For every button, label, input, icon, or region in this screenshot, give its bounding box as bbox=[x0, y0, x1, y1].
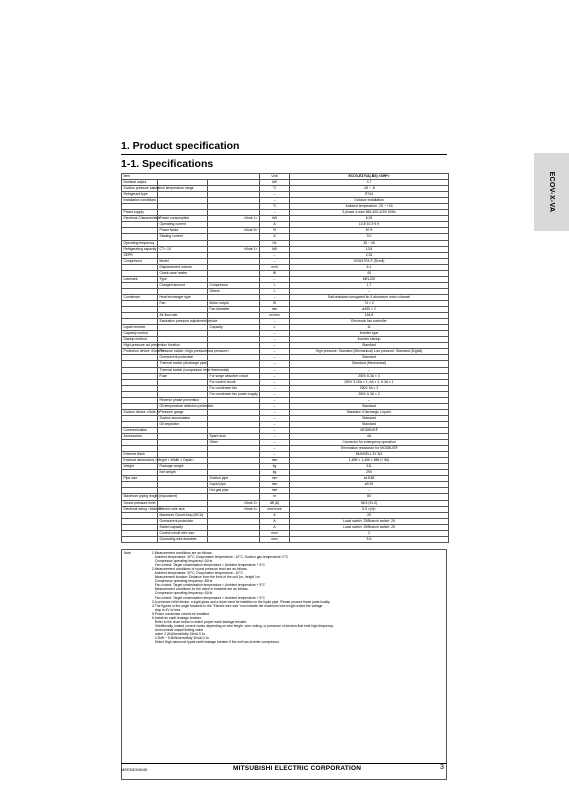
detail-label: Others bbox=[208, 288, 260, 294]
value-cell: 56.5 (51.0) bbox=[290, 500, 449, 506]
unit-cell: mm bbox=[260, 476, 290, 482]
value-cell: 2 bbox=[290, 530, 449, 536]
detail-label: For surge absorber circuit bbox=[208, 373, 260, 379]
value-cell: 250V 6.3A × 3 bbox=[290, 373, 449, 379]
page-number: 3 bbox=[440, 764, 444, 771]
sub-item-label: Control circuit wire size bbox=[158, 530, 208, 536]
unit-cell: – bbox=[260, 373, 290, 379]
sub-item-label: Suction accumulator bbox=[158, 415, 208, 421]
item-label: Sound pressure level bbox=[122, 500, 158, 506]
unit-cell: – bbox=[260, 385, 290, 391]
value-cell: Inverter startup bbox=[290, 337, 449, 343]
unit-cell: m³/h bbox=[260, 264, 290, 270]
value-cell: Termination resistance for MODBUS® bbox=[290, 446, 449, 452]
item-label: Condenser bbox=[122, 294, 158, 300]
detail-label: Hot gas pipe bbox=[208, 488, 260, 494]
value-cell: R744 bbox=[290, 192, 449, 198]
unit-cell: kg bbox=[260, 464, 290, 470]
detail-label: <Note 5> bbox=[208, 228, 260, 234]
unit-cell: m³/min bbox=[260, 313, 290, 319]
value-cell: 87.9 bbox=[290, 228, 449, 234]
unit-cell: – bbox=[260, 434, 290, 440]
value-cell: Standard <Discharge, Liquid> bbox=[290, 409, 449, 415]
unit-cell: – bbox=[260, 198, 290, 204]
value-cell: 6.29 bbox=[290, 216, 449, 222]
value-cell: 11 bbox=[290, 325, 449, 331]
unit-cell: – bbox=[260, 440, 290, 446]
unit-cell: kW bbox=[260, 246, 290, 252]
item-label: Electrical wiring <Note 6> bbox=[123, 506, 162, 511]
value-cell: – bbox=[290, 288, 449, 294]
item-label: Liquid receiver bbox=[122, 325, 158, 331]
value-cell: 250V 3.15A × 1, 6A × 2, 6.3A × 1 bbox=[290, 379, 449, 385]
sub-item-label: Oil separator bbox=[158, 421, 208, 427]
detail-label: For condenser fan bbox=[208, 385, 260, 391]
value-cell: Standard (Mechanical) bbox=[290, 361, 449, 367]
sub-item-label: Reverse phase prevention bbox=[158, 397, 208, 403]
item-label: Startup method bbox=[122, 337, 158, 343]
item-label: External dimensions <Height × Width × Depth> bbox=[123, 458, 195, 463]
unit-cell: mm bbox=[260, 488, 290, 494]
item-label: Lubricant bbox=[122, 276, 158, 282]
value-cell: 74 × 2 bbox=[290, 300, 449, 306]
value-cell: 5.5 ×(4)× bbox=[290, 506, 449, 512]
item-label: Nominal output bbox=[122, 180, 158, 186]
value-cell: – bbox=[290, 367, 449, 373]
detail-label: Liquid pipe bbox=[208, 482, 260, 488]
value-cell: 154.8 bbox=[290, 313, 449, 319]
item-label: Power supply bbox=[122, 210, 158, 216]
sub-item-label: Crank case heater bbox=[158, 270, 208, 276]
notes-text: 1.Measurement conditions are as follows. Ambient temperature: 32°C, Evaporation temperature: -10°C, Suction gas temperature: 0°C Compressor operating frequency: 61Hz Fan control: Target condensation temperature = Ambient temperature + 5°C 2.Measurement conditions of sound pressure level are as follows. Ambient temperature: 32°C, Evaporation temperature: -10°C Measurement location: Distance from the front of the unit 1m, height 1m Compressor operating frequency: 60Hz Fan control: Target condensation temperature = Ambient temperature + 5°C Measurement conditions for the value in brackets are as follows. Compressor operating frequency: 61Hz Fan control: Target condensation temperature = Ambient temperature + 5°C 3.A pressure relief device, a sight glass and a dryer must be installed on the liquid pipe. Please procure these parts locally. 4.The figures in the angle brackets in the "Electric wire size" row indicate the maximum wire length where the voltage drop is 4V or less. 5.Power condenser cannot be installed. 6.Install an earth leakage breaker. Refer to the chart below to select proper earth leakage breaker. *Additionally, leaked current varies depending on wire length, wire routing, or presence of devices that emit high-frequency. Unit nominal output/Setting value under 2.2kW/sensitivity 15mA 0.1s 2.2kW ~ 5.5kW/sensitivity 30mA 0.1s Select High-harmonic typed earth leakage breaker if the unit has inverter compressor. bbox=[152, 551, 334, 645]
detail-label: <Note 1> bbox=[208, 216, 260, 222]
unit-cell: m bbox=[260, 494, 290, 500]
value-cell: 250V 3A × 2 bbox=[290, 385, 449, 391]
value-cell: 35 ~ 45 bbox=[290, 240, 449, 246]
side-tab-label: ECOV-X-VA bbox=[548, 171, 555, 213]
value-cell: 290 bbox=[290, 470, 449, 476]
value-cell: 20 bbox=[290, 512, 449, 518]
unit-cell: mm² bbox=[260, 530, 290, 536]
unit-cell: – bbox=[260, 367, 290, 373]
value-cell: Ambient temperature -25 ~ +43 bbox=[290, 204, 449, 210]
unit-cell: – bbox=[260, 192, 290, 198]
unit-cell: – bbox=[260, 210, 290, 216]
value-cell: MODBUS® bbox=[290, 427, 449, 433]
sub-item-label: Thermal switch (compressor inner thermostat) bbox=[159, 367, 229, 372]
item-label: Pipe size bbox=[122, 476, 158, 482]
value-cell: 3.7 bbox=[290, 180, 449, 186]
value-cell: Electronic fan controller bbox=[290, 319, 449, 325]
unit-cell: mm bbox=[260, 482, 290, 488]
detail-label: Suction pipe bbox=[208, 476, 260, 482]
detail-label: <Note 4> bbox=[208, 506, 260, 512]
header-unit: Unit bbox=[260, 174, 290, 180]
unit-cell: – bbox=[260, 349, 290, 355]
unit-cell: A bbox=[260, 234, 290, 240]
sub-item-label: Saturation pressure adjustment device bbox=[159, 319, 218, 324]
notes-label: Note bbox=[124, 551, 131, 555]
value-cell: 250V 6.3A × 2 bbox=[290, 391, 449, 397]
sub-item-label: Air flow rate bbox=[158, 313, 208, 319]
value-cell: HXW17FA-F (Scroll) bbox=[290, 258, 449, 264]
sub-item-label: Package weight bbox=[158, 464, 208, 470]
sub-item-label: Oil temperature detection protection bbox=[159, 403, 214, 408]
value-cell: ø15.88 bbox=[290, 476, 449, 482]
sub-item-label: Maximum Circuit Amp (MCA) bbox=[158, 512, 208, 518]
value-cell: – bbox=[290, 488, 449, 494]
sub-item-label: Overcurrent protection bbox=[158, 355, 208, 361]
detail-label: <Note 2> bbox=[208, 500, 260, 506]
item-label: Refrigerant type bbox=[122, 192, 158, 198]
sub-item-label: Heat exchanger type bbox=[158, 294, 208, 300]
unit-cell: mm bbox=[260, 458, 290, 464]
value-cell: Standard bbox=[290, 355, 449, 361]
sub-item-label: Displacement volume bbox=[158, 264, 208, 270]
sub-item-label: Pressure switch <high-pressure/low pressure> bbox=[159, 349, 230, 354]
item-label: Suction device <Note 3> bbox=[123, 409, 161, 414]
value-cell: -28 ~ -8 bbox=[290, 186, 449, 192]
sub-item-label: Type bbox=[158, 276, 208, 282]
notes-box bbox=[121, 549, 447, 780]
detail-label: For control circuit bbox=[208, 379, 260, 385]
sub-item-label: Net weight bbox=[158, 470, 208, 476]
unit-cell: W bbox=[260, 300, 290, 306]
unit-cell: – bbox=[260, 337, 290, 343]
sub-item-label: Switch capacity bbox=[158, 524, 208, 530]
value-cell: Local switch: 25/Branch switch: 25 bbox=[290, 518, 449, 524]
section-title: 1. Product specification bbox=[121, 140, 240, 152]
unit-cell: – bbox=[260, 252, 290, 258]
detail-label: Capacity bbox=[208, 325, 260, 331]
value-cell: Standard bbox=[290, 421, 449, 427]
title-rule bbox=[121, 154, 447, 155]
value-cell: Standard bbox=[290, 343, 449, 349]
sub-item-label: Grounding wire diameter bbox=[158, 536, 208, 542]
unit-cell: – bbox=[260, 355, 290, 361]
side-tab bbox=[534, 153, 569, 231]
value-cell: Salt-resistant corrugated fin & aluminum micro channel bbox=[290, 294, 449, 300]
item-label: Suction pressure saturation temperature range bbox=[123, 186, 194, 191]
detail-label: Fan diameter bbox=[208, 307, 260, 313]
value-cell: – bbox=[290, 397, 449, 403]
sub-item-label: Charged amount bbox=[158, 282, 208, 288]
sub-item-label: Fan bbox=[158, 300, 208, 306]
item-label: High-pressure cut prevention function bbox=[123, 343, 180, 348]
item-label: Compressor bbox=[122, 258, 158, 264]
value-cell: 10.8·10.3·9.9 bbox=[290, 222, 449, 228]
sub-item-label: Overcurrent protection bbox=[158, 518, 208, 524]
unit-cell: – bbox=[260, 409, 290, 415]
unit-cell: kW bbox=[260, 216, 290, 222]
item-label: Accessories bbox=[122, 434, 158, 440]
value-cell: 6.1 bbox=[290, 264, 449, 270]
value-cell: Standard bbox=[290, 403, 449, 409]
value-cell: 80 bbox=[290, 494, 449, 500]
unit-cell: L bbox=[260, 282, 290, 288]
unit-cell: L bbox=[260, 325, 290, 331]
unit-cell: °C bbox=[260, 186, 290, 192]
value-cell: 3.0 bbox=[290, 234, 449, 240]
unit-cell: kg bbox=[260, 470, 290, 476]
spec-table bbox=[121, 173, 449, 543]
value-cell: High pressure: Standard (Mechanical) Low pressure: Standard (Digital) bbox=[290, 349, 449, 355]
unit-cell: mm²/core bbox=[260, 506, 290, 512]
value-cell: 5.5 bbox=[290, 536, 449, 542]
value-cell: 1,695 × 1,450 × 586 (+ 56) bbox=[290, 458, 449, 464]
unit-cell: – bbox=[260, 258, 290, 264]
table-row bbox=[122, 536, 449, 542]
unit-cell: – bbox=[260, 421, 290, 427]
subsection-title: 1-1. Specifications bbox=[121, 158, 214, 170]
unit-cell: – bbox=[260, 361, 290, 367]
unit-cell: mm² bbox=[260, 536, 290, 542]
unit-cell: – bbox=[260, 276, 290, 282]
item-label: Maximum piping length (equivalent) bbox=[123, 494, 178, 499]
sub-item-label: Power factor bbox=[158, 228, 208, 234]
unit-cell: A bbox=[260, 222, 290, 228]
unit-cell: – bbox=[260, 403, 290, 409]
item-label: Weight bbox=[122, 464, 158, 470]
unit-cell: – bbox=[260, 391, 290, 397]
item-label: Electrical Characteristics bbox=[123, 216, 161, 221]
unit-cell: – bbox=[260, 343, 290, 349]
detail-label: Other bbox=[208, 440, 260, 446]
document-code: MEE53GM045 bbox=[121, 767, 148, 772]
value-cell: ø490 × 2 bbox=[290, 307, 449, 313]
unit-cell: W bbox=[260, 270, 290, 276]
header-item: Item bbox=[122, 174, 260, 180]
unit-cell: kW bbox=[260, 180, 290, 186]
value-cell: 13.8 bbox=[290, 246, 449, 252]
item-label: Protection device <Note 3> bbox=[123, 349, 165, 354]
unit-cell: – bbox=[260, 319, 290, 325]
sub-item-label: Fuse bbox=[158, 373, 208, 379]
sub-item-label: Power consumption bbox=[158, 216, 208, 222]
item-label: Installation conditions bbox=[123, 198, 156, 203]
unit-cell: Hz bbox=[260, 240, 290, 246]
unit-cell: A bbox=[260, 518, 290, 524]
sub-item-label: Pressure gauge bbox=[158, 409, 208, 415]
value-cell: Standard bbox=[290, 415, 449, 421]
item-label: SEPR bbox=[122, 252, 158, 258]
unit-cell: – bbox=[260, 427, 290, 433]
sub-item-label: Starting current bbox=[158, 234, 208, 240]
unit-cell: – bbox=[260, 446, 290, 452]
value-cell: MEL220 bbox=[290, 276, 449, 282]
footer-rule bbox=[121, 763, 447, 764]
detail-label: <Note 1> bbox=[208, 246, 260, 252]
sub-item-label: Thermal switch (discharge pipe) bbox=[159, 361, 208, 366]
unit-cell: mm bbox=[260, 307, 290, 313]
value-cell: 2.33 bbox=[290, 252, 449, 258]
item-label: Capacity control bbox=[122, 331, 158, 337]
item-label: Communication bbox=[122, 427, 158, 433]
value-cell: Connector for emergency operation bbox=[290, 440, 449, 446]
value-cell: 4A bbox=[290, 434, 449, 440]
detail-label: Motor output bbox=[208, 300, 260, 306]
sub-item-label: CT= 10 bbox=[158, 246, 208, 252]
unit-cell: A bbox=[260, 512, 290, 518]
unit-cell: – bbox=[260, 452, 290, 458]
value-cell: 1.7 bbox=[290, 282, 449, 288]
unit-cell: % bbox=[260, 228, 290, 234]
value-cell: MUNSELL 5Y 8/1 bbox=[290, 452, 449, 458]
unit-cell: – bbox=[260, 379, 290, 385]
unit-cell: dB (A) bbox=[260, 500, 290, 506]
unit-cell: – bbox=[260, 397, 290, 403]
detail-label: Compressor bbox=[208, 282, 260, 288]
sub-item-label: Operating current bbox=[158, 222, 208, 228]
item-label: External finish bbox=[122, 452, 158, 458]
unit-cell: – bbox=[260, 331, 290, 337]
detail-label bbox=[208, 536, 260, 542]
item-label: Operating frequency bbox=[122, 240, 158, 246]
item-label: Refrigerating capacity bbox=[123, 246, 157, 251]
value-cell: 3-phase 4-wire 380-400-415V 50Hz bbox=[290, 210, 449, 216]
unit-cell: – bbox=[260, 415, 290, 421]
value-cell: ø9.52 bbox=[290, 482, 449, 488]
value-cell: 45 bbox=[290, 270, 449, 276]
sub-item-label: Model bbox=[158, 258, 208, 264]
value-cell: Outdoor installation bbox=[290, 198, 449, 204]
item-label bbox=[122, 536, 158, 542]
unit-cell: °C bbox=[260, 204, 290, 210]
value-cell: Inverter type bbox=[290, 331, 449, 337]
unit-cell: – bbox=[260, 294, 290, 300]
value-cell: 311 bbox=[290, 464, 449, 470]
detail-label: Spare fuse bbox=[208, 434, 260, 440]
detail-label: For condenser fan power supply bbox=[209, 391, 258, 396]
brand-name: MITSUBISHI ELECTRIC CORPORATION bbox=[233, 765, 362, 772]
value-cell: Local switch: 25/Branch switch: 25 bbox=[290, 524, 449, 530]
header-model: ECOV-E37VA(-BS) <SHP> bbox=[290, 174, 449, 180]
unit-cell: L bbox=[260, 288, 290, 294]
sub-item-label: Electric wire size bbox=[158, 506, 208, 512]
unit-cell: A bbox=[260, 524, 290, 530]
